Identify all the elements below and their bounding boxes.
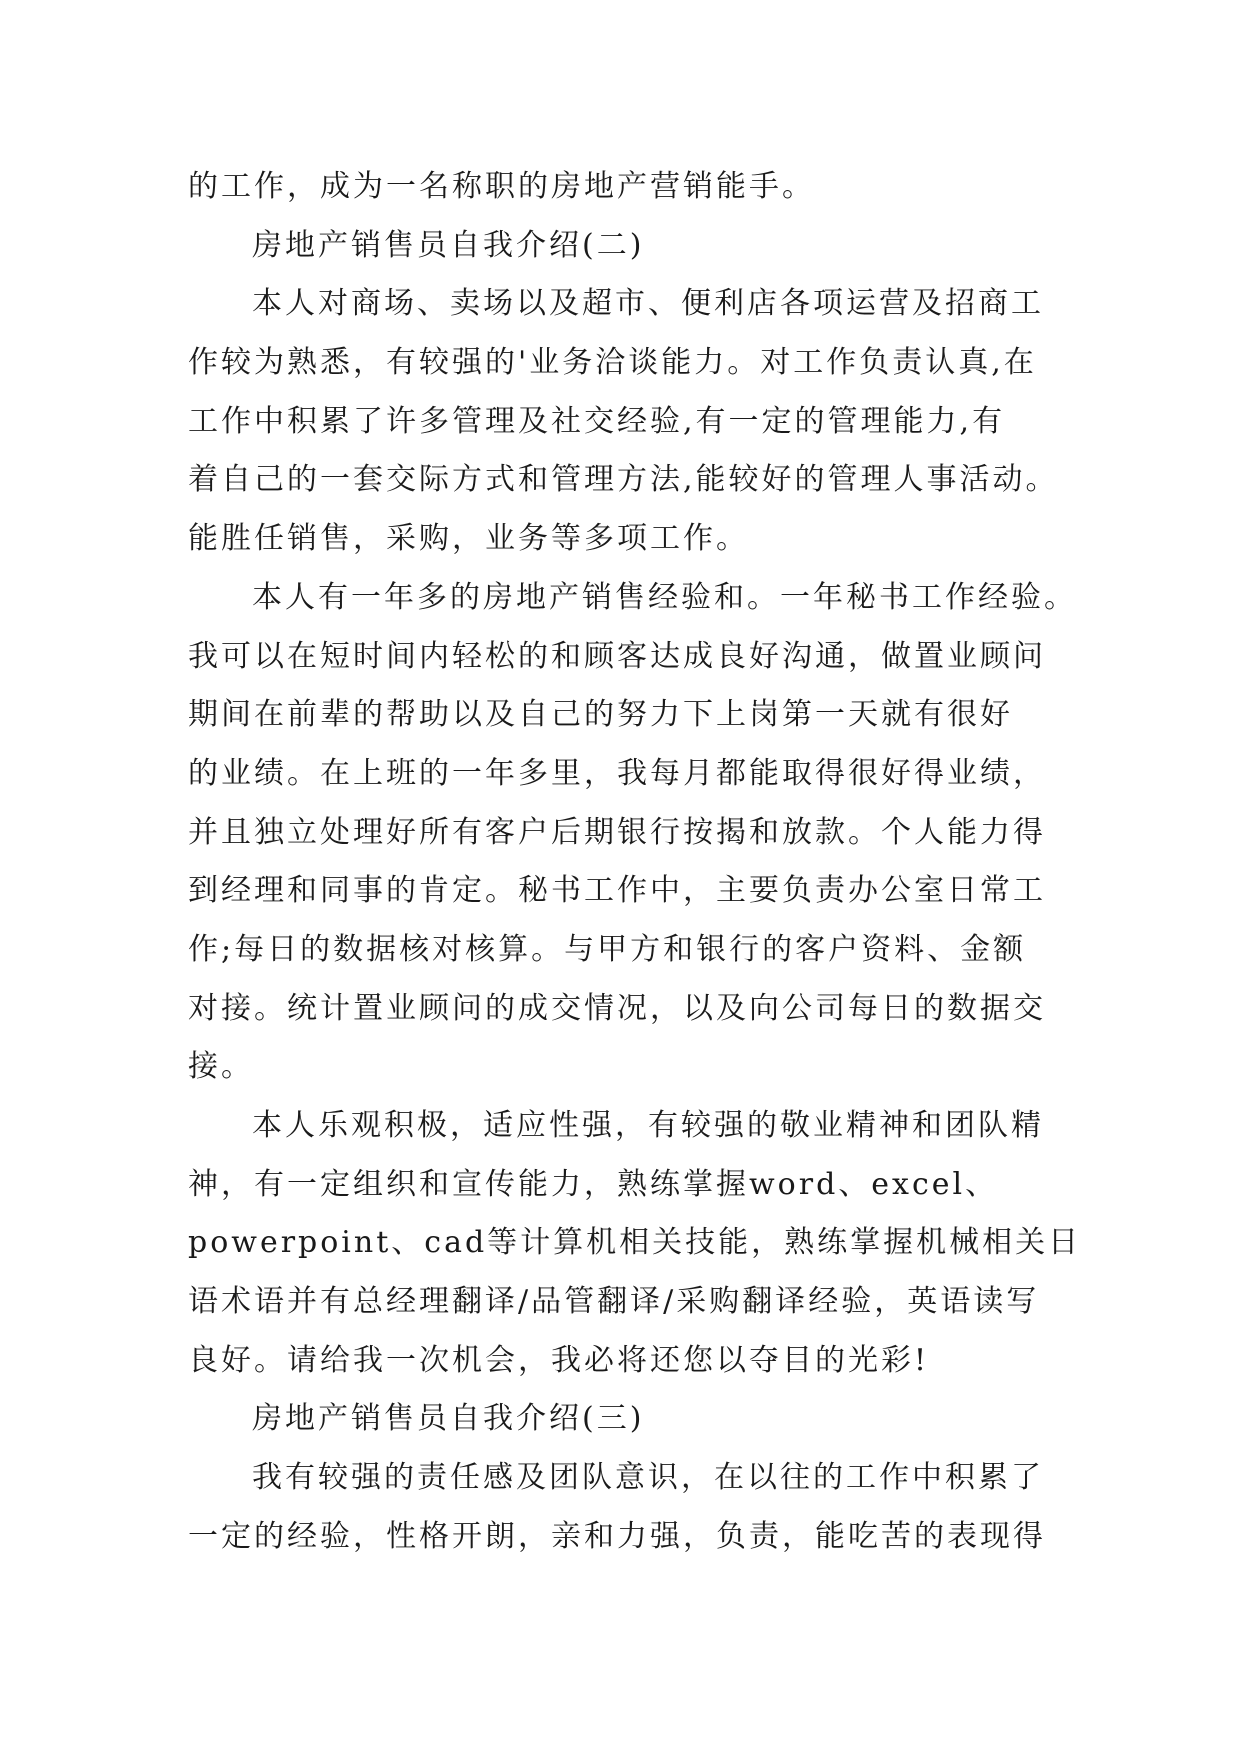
text-line: powerpoint、cad等计算机相关技能，熟练掌握机械相关日: [188, 1225, 1082, 1261]
text-line: 语术语并有总经理翻译/品管翻译/采购翻译经验，英语读写: [188, 1284, 1040, 1320]
text-line: 作;每日的数据核对核算。与甲方和银行的客户资料、金额: [188, 931, 1027, 967]
text-line: 的工作，成为一名称职的房地产营销能手。: [188, 169, 815, 204]
document-page: [188, 158, 1082, 1567]
text-line: 神，有一定组织和宣传能力，熟练掌握word、excel、: [188, 1166, 999, 1202]
text-line: 我可以在短时间内轻松的和顾客达成良好沟通，做置业顾问: [188, 638, 1046, 674]
text-line: 我有较强的责任感及团队意识，在以往的工作中积累了: [252, 1460, 1044, 1496]
text-line: 本人对商场、卖场以及超市、便利店各项运营及招商工: [252, 286, 1044, 322]
text-line: 能胜任销售，采购，业务等多项工作。: [188, 521, 749, 557]
section-heading: 房地产销售员自我介绍(三): [252, 1401, 645, 1437]
text-line: 对接。统计置业顾问的成交情况，以及向公司每日的数据交: [188, 990, 1046, 1026]
text-line: 接。: [188, 1049, 254, 1085]
text-line: 作较为熟悉，有较强的'业务洽谈能力。对工作负责认真,在: [188, 345, 1037, 381]
section-heading: 房地产销售员自我介绍(二): [252, 227, 645, 263]
text-line: 良好。请给我一次机会，我必将还您以夺目的光彩!: [188, 1342, 930, 1378]
text-line: 本人有一年多的房地产销售经验和。一年秘书工作经验。: [252, 579, 1077, 615]
text-line: 本人乐观积极，适应性强，有较强的敬业精神和团队精: [252, 1108, 1044, 1143]
text-line: 一定的经验，性格开朗，亲和力强，负责，能吃苦的表现得: [188, 1518, 1046, 1554]
text-line: 并且独立处理好所有客户后期银行按揭和放款。个人能力得: [188, 814, 1046, 850]
text-line: 着自己的一套交际方式和管理方法,能较好的管理人事活动。: [188, 462, 1059, 498]
text-line: 工作中积累了许多管理及社交经验,有一定的管理能力,有: [188, 403, 1006, 439]
text-line: 的业绩。在上班的一年多里，我每月都能取得很好得业绩，: [188, 755, 1046, 791]
text-line: 到经理和同事的肯定。秘书工作中，主要负责办公室日常工: [188, 873, 1046, 909]
text-line: 期间在前辈的帮助以及自己的努力下上岗第一天就有很好: [188, 697, 1013, 733]
